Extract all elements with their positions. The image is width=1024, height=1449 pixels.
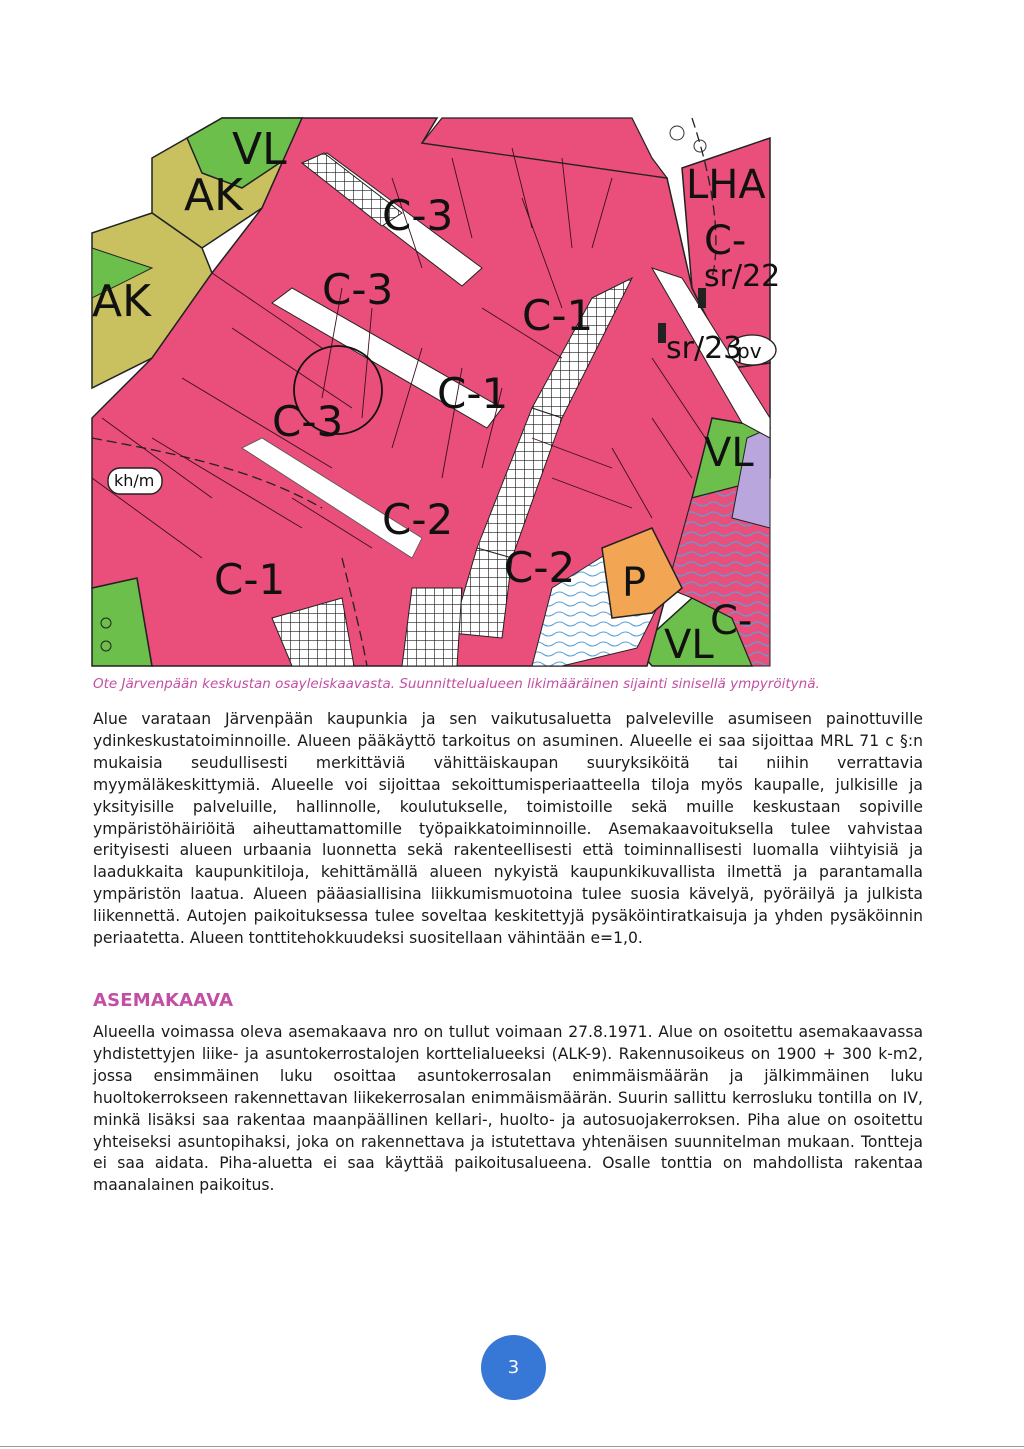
label-ak-left: AK [92, 276, 151, 327]
pedestrian-street-5 [402, 588, 462, 666]
label-vl-right: VL [704, 430, 754, 476]
page-number-badge [481, 1335, 546, 1400]
label-c2-mid: C-2 [382, 495, 454, 544]
label-c-br: C- [710, 598, 753, 644]
section-heading: ASEMAKAAVA [93, 990, 234, 1011]
body-paragraph-1: Alue varataan Järvenpään kaupunkia ja sen vaikutusaluetta palveleville asumiseen painottuville ydinkeskustatoiminnoille. Alueen pääkäyttö tarkoitus on asuminen. Alueelle ei saa sijoittaa MRL 71 c §:n mukaisia seudullisesti merkittäviä vähittäiskaupan suuryksiköitä tai niihin verrattavia myymäläkeskittymiä. Alueelle voi sijoittaa sekoittumisperiaatteella tiloja myös kaupalle, julkisille ja yksityisille palveluille, hallinnolle, koulutukselle, toimistoille sekä muille keskustaan sopiville ympäristöhäiriöitä aiheuttamattomille työpaikkatoiminnoille. Asemakaavoituksella tulee vahvistaa erityisesti alueen urbaania luonnetta sekä rakenteellisesti että toiminnallisesti luomalla viihtyisiä ja laadukkaita kaupunkitiloja, kehittämällä alueen nykyistä kaupunkikuvallista ilmettä ja parantamalla ympäristön laatua. Alueen pääasiallisina liikkumismuotoina tulee suosia kävelyä, pyöräilyä ja julkista liikennettä. Autojen paikoituksessa tulee soveltaa keskitettyjä pysäköintiratkaisuja ja yhden pysäköinnin periaatetta. Alueen tonttitehokkuudeksi suositellaan vähintään e=1,0. [93, 710, 923, 948]
label-c1-center: C-1 [437, 369, 509, 418]
label-p: P [622, 560, 647, 606]
label-sr23: sr/23 [666, 331, 743, 366]
label-sr22: sr/22 [704, 259, 781, 294]
label-c1-mid: C-1 [522, 291, 594, 340]
label-c3-circle: C-3 [272, 397, 344, 446]
label-c3-top: C-3 [382, 191, 454, 240]
label-c2-low: C-2 [504, 543, 576, 592]
label-c-right: C- [704, 218, 747, 264]
label-c1-bottom: C-1 [214, 555, 286, 604]
label-vl-bottom: VL [664, 622, 714, 668]
label-c3-mid: C-3 [322, 265, 394, 314]
body-paragraph-2: Alueella voimassa oleva asemakaava nro on tullut voimaan 27.8.1971. Alue on osoitettu asemakaavassa yhdistettyjen liike- ja asuntokerrostalojen korttelialueeksi (ALK-9). Rakennusoikeus on 1900 + 300 k-m2, jossa ensimmäinen luku osoittaa asuntokerrosalan enimmäismäärän ja jälkimmäinen luku huoltokerrokseen rakennettavan liikekerrosalan enimmäismäärän. Suurin sallittu kerrosluku tontilla on IV, minkä lisäksi saa rakentaa maanpäällinen kellari-, huolto- ja autosuojakerroksen. Piha alue on osoitettu yhteiseksi asuntopihaksi, joka on rakennettava ja istutettava yhtenäisen suunnitelman mukaan. Tontteja ei saa aidata. Piha-aluetta ei saa käyttää paikoitusalueena. Osalle tonttia on mahdollista rakentaa maanalainen paikoitus. [93, 1023, 923, 1195]
zoning-map-svg [92, 118, 781, 668]
marker-square-2 [658, 323, 666, 343]
page-number: 3 [507, 1357, 520, 1378]
label-pv: pv [737, 339, 762, 363]
map-caption: Ote Järvenpään keskustan osayleiskaavasta. Suunnittelualueen likimääräinen sijainti sinisellä ympyröitynä. [93, 676, 820, 692]
zoning-map [92, 118, 781, 668]
label-lha: LHA [686, 162, 766, 208]
label-vl-top: VL [232, 124, 287, 175]
label-khm: kh/m [114, 471, 155, 490]
footer-rule [0, 1446, 1024, 1447]
label-ak-top: AK [184, 170, 243, 221]
